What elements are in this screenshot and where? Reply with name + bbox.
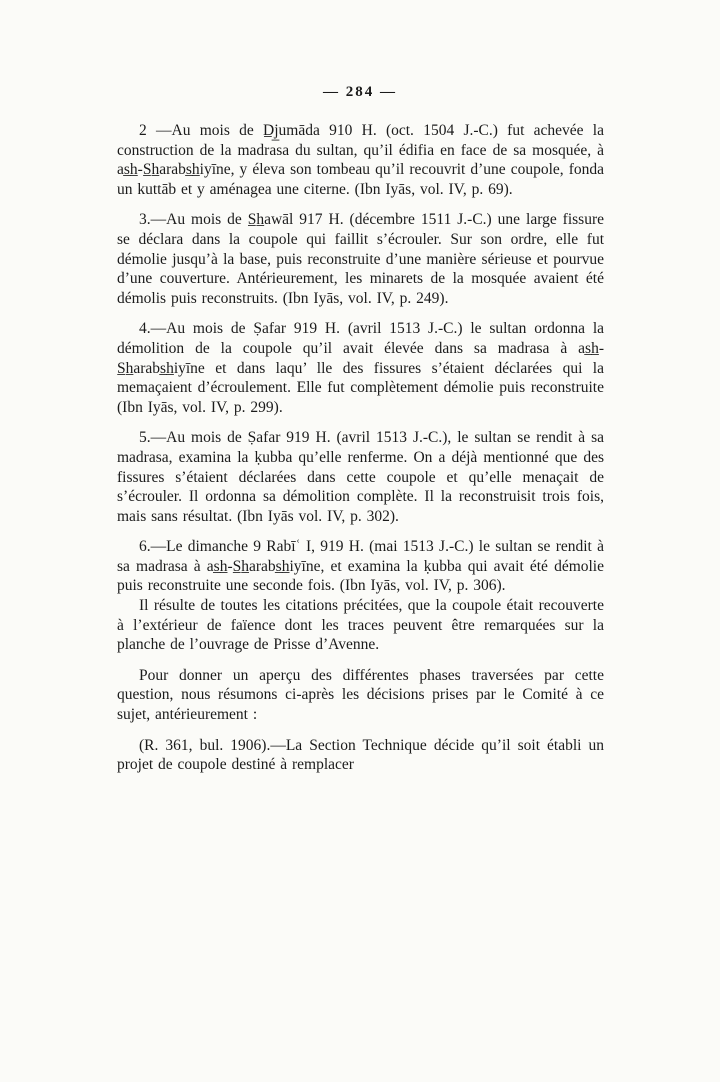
paragraph: 5.—Au mois de Ṣafar 919 H. (avril 1513 J.-C.), le sultan se rendit à sa madrasa, examina la ḳubba qu’elle renferme. On a déjà mentionné que des fissures s’étaient déclarées dans cette coupole et qu’elle menaçait de s’écrouler. Il ordonna sa démolition complète. Il la reconstruisit trois fois, mais sans résultat. (Ibn Iyās vol. IV, p. 302).: [117, 429, 604, 525]
paragraph: 4.—Au mois de Ṣafar 919 H. (avril 1513 J.-C.) le sultan ordonna la démolition de la coupole qu’il avait élevée dans sa madrasa à as̲h̲-S̲h̲arabs̲h̲iyīne et dans laqu’ lle des fissures s’étaient déclarées qui la memaçaient d’écroulement. Elle fut complètement démolie puis reconstruite (Ibn Iyās, vol. IV, p. 299).: [117, 320, 604, 416]
paragraph: 2 —Au mois de D̲j̲umāda 910 H. (oct. 1504 J.-C.) fut achevée la construction de la madrasa du sultan, qu’il édifia en face de sa mosquée, à as̲h̲-S̲h̲arabs̲h̲iyīne, y éleva son tombeau qu’il recouvrit d’une coupole, fonda un kuttāb et y aménagea une citerne. (Ibn Iyās, vol. IV, p. 69).: [117, 122, 604, 198]
paragraph: (R. 361, bul. 1906).—La Section Technique décide qu’il soit établi un projet de coupole destiné à remplacer: [117, 736, 604, 774]
page-number: — 284 —: [323, 84, 397, 100]
paragraph: Il résulte de toutes les citations précitées, que la coupole était recouverte à l’extérieur de faïence dont les traces peuvent être remarquées sur la planche de l’ouvrage de Prisse d’Avenne.: [117, 597, 604, 654]
page-text: [117, 121, 604, 775]
paragraph: Pour donner un aperçu des différentes phases traversées par cette question, nous résumons ci-après les décisions prises par le Comité à ce sujet, antérieurement :: [117, 666, 604, 724]
paragraph: 6.—Le dimanche 9 Rabīʿ I, 919 H. (mai 1513 J.-C.) le sultan se rendit à sa madrasa à as̲h̲-S̲h̲arabs̲h̲iyīne, et examina la ḳubba qui avait été démolie puis reconstruite une seconde fois. (Ibn Iyās, vol. IV, p. 306).: [117, 538, 604, 595]
paragraph: 3.—Au mois de S̲h̲awāl 917 H. (décembre 1511 J.-C.) une large fissure se déclara dans la coupole qui faillit s’écrouler. Sur son ordre, elle fut démolie jusqu’à la base, puis reconstruite d’une manière sérieuse et pourvue d’une couverture. Antérieurement, les minarets de la mosquée avaient été démolis puis reconstruits. (Ibn Iyās, vol. IV, p. 249).: [117, 211, 604, 307]
